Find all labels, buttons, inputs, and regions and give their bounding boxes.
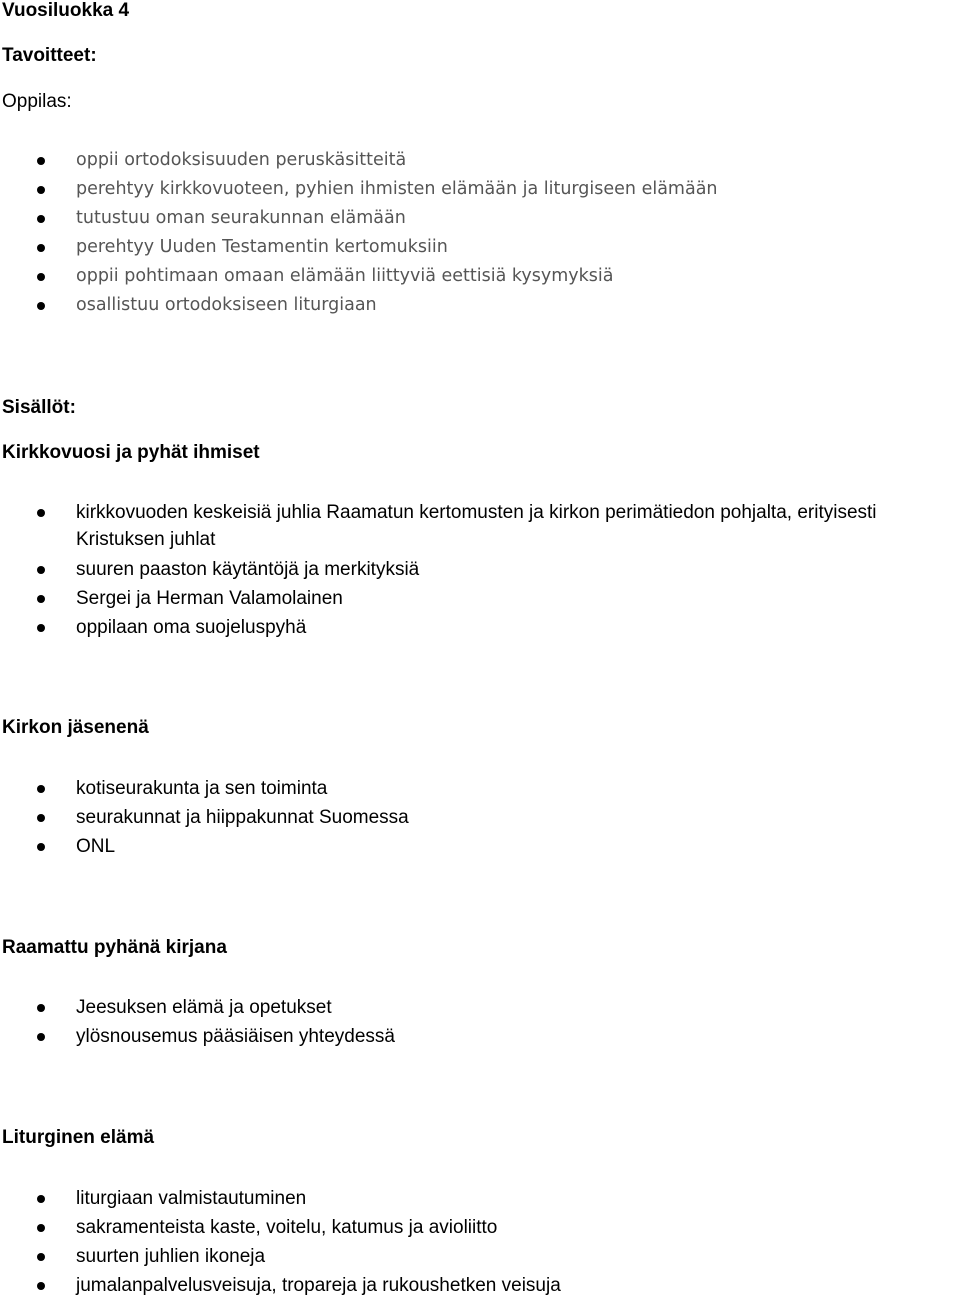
list-item-text: seurakunnat ja hiippakunnat Suomessa: [76, 807, 409, 828]
list-item-text: oppii ortodoksisuuden peruskäsitteitä: [76, 150, 407, 170]
bullet-icon: [37, 215, 45, 223]
list-item: [0, 1022, 960, 1051]
list-item: [0, 832, 960, 861]
list-item-text: oppilaan oma suojeluspyhä: [76, 617, 307, 638]
list-item-text: kotiseurakunta ja sen toiminta: [76, 778, 328, 799]
list-item-text: oppii pohtimaan omaan elämään liittyviä eettisiä kysymyksiä: [76, 266, 614, 286]
list-item-text: perehtyy Uuden Testamentin kertomuksiin: [76, 237, 448, 257]
list-item-text: suuren paaston käytäntöjä ja merkityksiä: [76, 559, 420, 580]
bullet-icon: [37, 1033, 45, 1041]
section-list-liturginen-elama: [0, 1184, 960, 1300]
list-item-text: osallistuu ortodoksiseen liturgiaan: [76, 295, 377, 315]
list-item: [0, 803, 960, 832]
list-item-text: jumalanpalvelusveisuja, tropareja ja rukoushetken veisuja: [76, 1275, 561, 1296]
list-item-text: ONL: [76, 836, 116, 857]
bullet-icon: [37, 785, 45, 793]
list-item-text: suurten juhlien ikoneja: [76, 1246, 266, 1267]
bullet-icon: [37, 595, 45, 603]
section-list-kirkon-jasenena: [0, 774, 960, 861]
list-item: [0, 1184, 960, 1213]
list-item: [0, 262, 960, 291]
bullet-icon: [37, 1253, 45, 1261]
list-item-text: sakramenteista kaste, voitelu, katumus ja avioliitto: [76, 1217, 498, 1238]
section-list-kirkkovuosi: [0, 499, 960, 642]
bullet-icon: [37, 566, 45, 574]
section-title-liturginen-elama: Liturginen elämä: [2, 1127, 155, 1148]
list-item: [0, 555, 960, 584]
list-item: [0, 993, 960, 1022]
bullet-icon: [37, 509, 45, 517]
list-item-text: liturgiaan valmistautuminen: [76, 1188, 307, 1209]
bullet-icon: [37, 624, 45, 632]
goals-list: [0, 146, 960, 320]
page-title: Vuosiluokka 4: [2, 0, 130, 21]
list-item: [0, 584, 960, 613]
bullet-icon: [37, 157, 45, 165]
bullet-icon: [37, 302, 45, 310]
bullet-icon: [37, 843, 45, 851]
list-item: [0, 613, 960, 642]
bullet-icon: [37, 814, 45, 822]
bullet-icon: [37, 1195, 45, 1203]
list-item-text: kirkkovuoden keskeisiä juhlia Raamatun kertomusten ja kirkon perimätiedon pohjalta, erityisesti Kristuksen juhlat: [76, 502, 877, 550]
section-title-kirkon-jasenena: Kirkon jäsenenä: [2, 717, 149, 738]
bullet-icon: [37, 244, 45, 252]
bullet-icon: [37, 1282, 45, 1290]
list-item-text: Sergei ja Herman Valamolainen: [76, 588, 343, 609]
list-item: [0, 774, 960, 803]
list-item-text: Jeesuksen elämä ja opetukset: [76, 997, 332, 1018]
bullet-icon: [37, 273, 45, 281]
list-item: [0, 1213, 960, 1242]
bullet-icon: [37, 1004, 45, 1012]
section-title-kirkkovuosi: Kirkkovuosi ja pyhät ihmiset: [2, 442, 260, 463]
contents-heading: Sisällöt:: [2, 397, 76, 418]
list-item: [0, 499, 960, 555]
section-list-raamattu: [0, 993, 960, 1051]
goals-subheading: Oppilas:: [2, 91, 72, 112]
list-item: [0, 1271, 960, 1300]
list-item: [0, 1242, 960, 1271]
bullet-icon: [37, 186, 45, 194]
list-item: [0, 146, 960, 175]
list-item-text: tutustuu oman seurakunnan elämään: [76, 208, 406, 228]
goals-heading: Tavoitteet:: [2, 45, 97, 66]
list-item: [0, 291, 960, 320]
section-title-raamattu: Raamattu pyhänä kirjana: [2, 937, 227, 958]
list-item: [0, 175, 960, 204]
bullet-icon: [37, 1224, 45, 1232]
list-item: [0, 204, 960, 233]
list-item-text: perehtyy kirkkovuoteen, pyhien ihmisten elämään ja liturgiseen elämään: [76, 179, 718, 199]
list-item: [0, 233, 960, 262]
list-item-text: ylösnousemus pääsiäisen yhteydessä: [76, 1026, 395, 1047]
